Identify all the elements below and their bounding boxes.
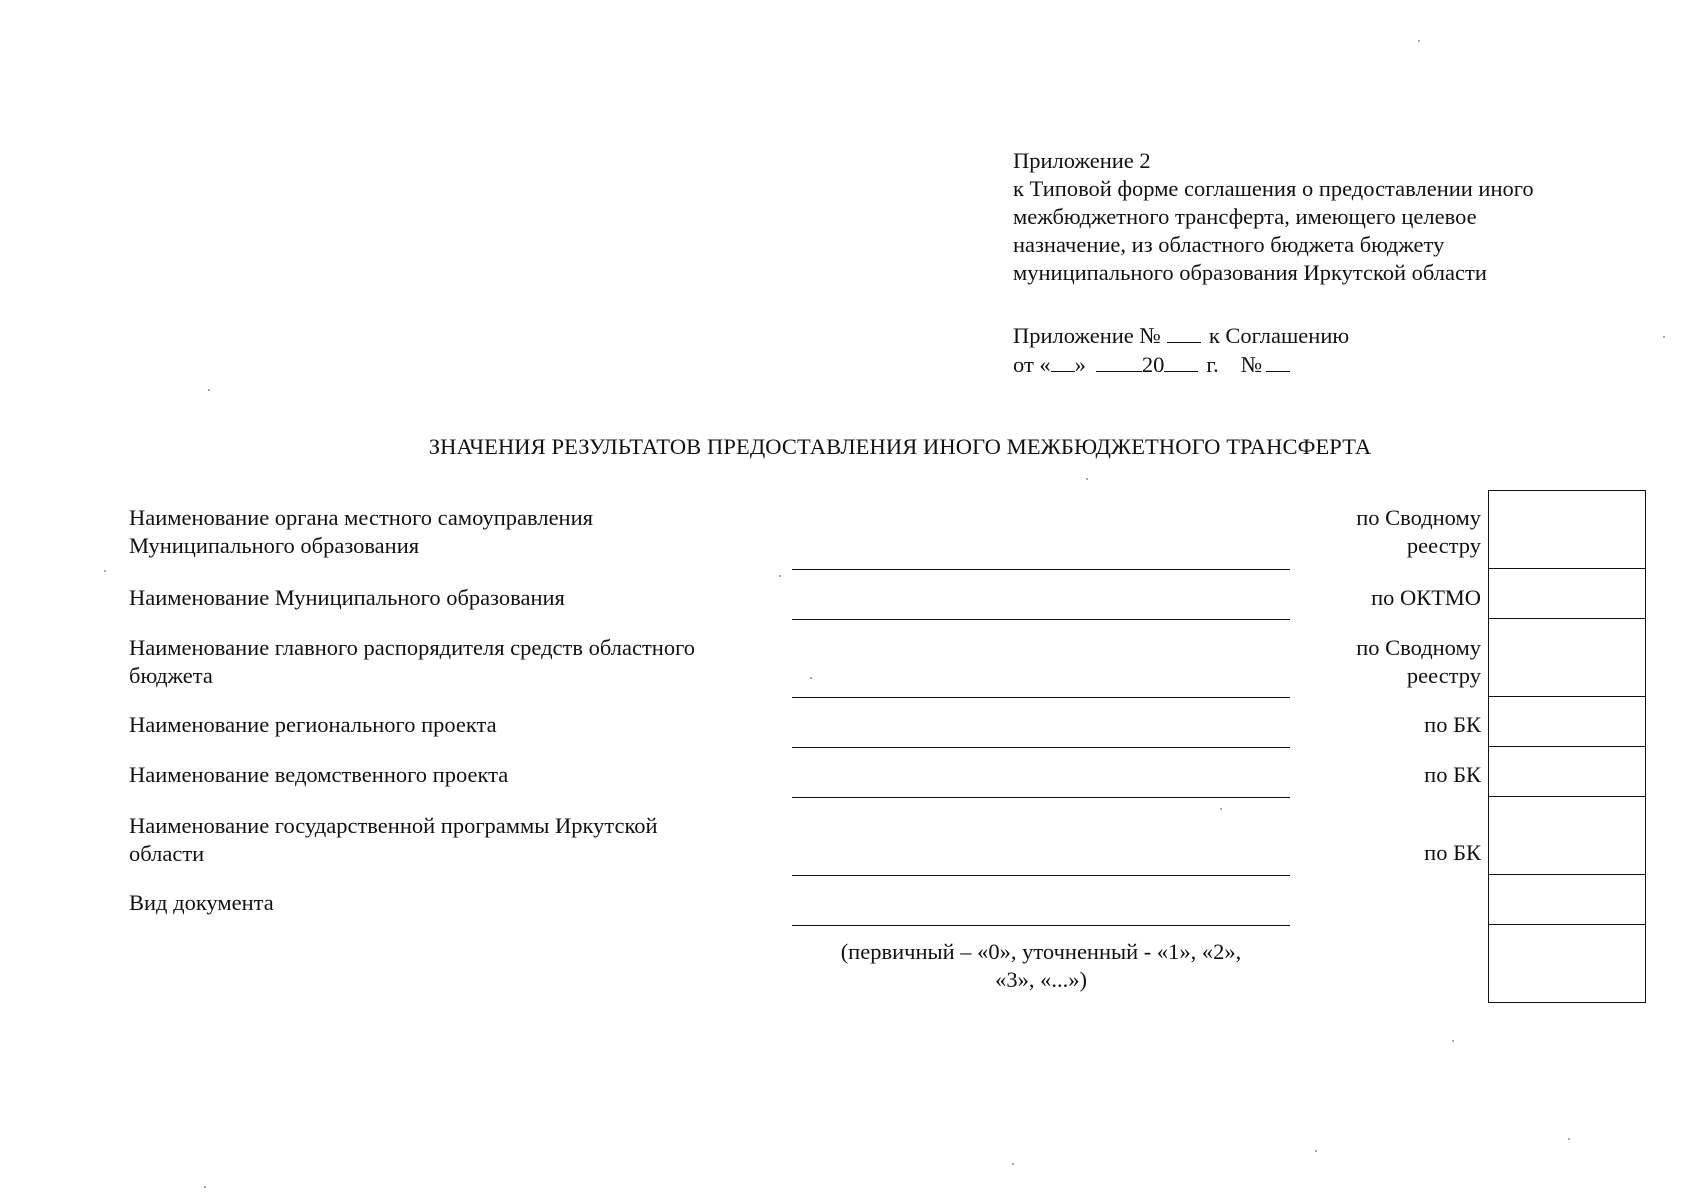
- code-label-line: реестру: [1406, 663, 1481, 688]
- row-label-line: Наименование Муниципального образования: [129, 585, 565, 610]
- code-box-bk-departmental[interactable]: [1489, 747, 1645, 797]
- fill-line-document-type[interactable]: [792, 925, 1290, 926]
- scan-speck: [1452, 1040, 1454, 1042]
- scan-speck: [1086, 478, 1088, 480]
- code-box-bk-regional[interactable]: [1489, 697, 1645, 747]
- document-title: ЗНАЧЕНИЯ РЕЗУЛЬТАТОВ ПРЕДОСТАВЛЕНИЯ ИНОГО МЕЖБЮДЖЕТНОГО ТРАНСФЕРТА: [428, 434, 1372, 459]
- appendix-line: межбюджетного трансферта, имеющего целевое: [1013, 204, 1477, 229]
- row-label-line: Вид документа: [129, 890, 274, 915]
- agreement-line-1: [1013, 321, 1349, 350]
- code-label-line: по БК: [1424, 762, 1481, 787]
- row-label-municipality: [129, 584, 565, 612]
- code-label-bk: [1424, 761, 1481, 789]
- code-box-oktmo[interactable]: [1489, 569, 1645, 619]
- scan-speck: [1418, 40, 1420, 42]
- code-label-consolidated-registry: [1356, 634, 1481, 690]
- fill-line-state-program[interactable]: [792, 875, 1290, 876]
- scan-speck: [1568, 1138, 1570, 1140]
- agreement-no-blank: [1266, 351, 1290, 372]
- scan-speck: [1663, 336, 1665, 338]
- agreement-line-2: [1013, 350, 1349, 379]
- code-boxes-column: [1488, 490, 1646, 1003]
- agreement-reference: [1013, 321, 1349, 379]
- scan-speck: [204, 1186, 206, 1188]
- fill-line-chief-administrator[interactable]: [792, 697, 1290, 698]
- code-label-consolidated-registry: [1356, 504, 1481, 560]
- day-blank: [1051, 351, 1075, 372]
- scan-speck: [779, 575, 781, 577]
- scan-speck: [1220, 808, 1222, 810]
- row-label-state-program: [129, 812, 658, 868]
- code-label-line: по БК: [1424, 840, 1481, 865]
- fill-line-municipality[interactable]: [792, 619, 1290, 620]
- hint-line: «3», «...»): [995, 967, 1087, 992]
- month-blank: [1096, 351, 1142, 372]
- row-label-line: области: [129, 841, 205, 866]
- code-label-line: по ОКТМО: [1371, 585, 1481, 610]
- row-label-departmental-project: [129, 761, 508, 789]
- appendix-header: [1013, 147, 1653, 287]
- year-suffix: г.: [1206, 352, 1219, 377]
- scan-speck: [208, 389, 210, 391]
- code-label-line: по Сводному: [1356, 505, 1481, 530]
- scan-speck: [810, 677, 812, 679]
- code-label-line: реестру: [1406, 533, 1481, 558]
- code-label-line: по Сводному: [1356, 635, 1481, 660]
- fill-line-departmental-project[interactable]: [792, 797, 1290, 798]
- code-label-oktmo: [1371, 584, 1481, 612]
- code-box-consolidated-registry-2[interactable]: [1489, 619, 1645, 697]
- row-label-line: Муниципального образования: [129, 533, 420, 558]
- agreement-suffix: к Соглашению: [1208, 323, 1350, 348]
- scan-speck: [1012, 1163, 1014, 1165]
- fill-line-local-government[interactable]: [792, 569, 1290, 570]
- hint-line: (первичный – «0», уточненный - «1», «2»,: [840, 939, 1242, 964]
- appendix-line: к Типовой форме соглашения о предоставлении иного: [1013, 176, 1534, 201]
- code-box-consolidated-registry[interactable]: [1489, 491, 1645, 569]
- agreement-number-prefix: Приложение №: [1013, 323, 1161, 348]
- appendix-line: муниципального образования Иркутской области: [1013, 260, 1487, 285]
- row-label-regional-project: [129, 711, 497, 739]
- date-from-label: от «: [1013, 352, 1051, 377]
- code-box-bk-program[interactable]: [1489, 797, 1645, 875]
- code-label-bk: [1424, 711, 1481, 739]
- agreement-number-blank: [1167, 322, 1201, 343]
- row-label-line: Наименование регионального проекта: [129, 712, 497, 737]
- row-label-line: Наименование главного распорядителя средств областного: [129, 635, 696, 660]
- code-label-line: по БК: [1424, 712, 1481, 737]
- row-label-chief-administrator: [129, 634, 695, 690]
- code-box-extra[interactable]: [1489, 925, 1645, 1003]
- document-type-hint: [792, 938, 1290, 994]
- row-label-line: Наименование государственной программы Иркутской: [129, 813, 658, 838]
- fill-line-regional-project[interactable]: [792, 747, 1290, 748]
- row-label-local-government: [129, 504, 593, 560]
- date-quote-close: »: [1074, 352, 1086, 377]
- scan-speck: [104, 570, 106, 572]
- row-label-document-type: [129, 889, 274, 917]
- year-prefix: 20: [1141, 352, 1165, 377]
- row-label-line: бюджета: [129, 663, 213, 688]
- year-blank: [1164, 351, 1198, 372]
- code-box-document-type[interactable]: [1489, 875, 1645, 925]
- scan-speck: [1315, 1150, 1317, 1152]
- row-label-line: Наименование органа местного самоуправления: [129, 505, 593, 530]
- row-label-line: Наименование ведомственного проекта: [129, 762, 509, 787]
- appendix-line: Приложение 2: [1013, 148, 1151, 173]
- appendix-line: назначение, из областного бюджета бюджету: [1013, 232, 1445, 257]
- code-label-bk: [1424, 839, 1481, 867]
- agreement-number-sign: №: [1240, 352, 1263, 377]
